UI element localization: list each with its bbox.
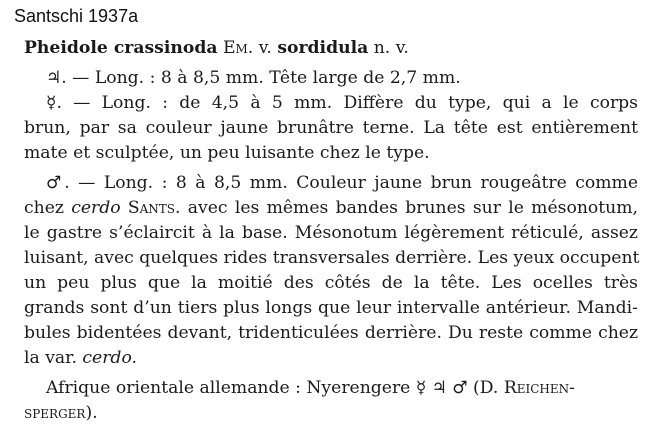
jupiter-icon: ♃ <box>46 68 62 88</box>
text-line: luisant, avec quelques rides transversales derrière. Les yeux occupent <box>24 248 640 268</box>
source-label: Santschi 1937a <box>14 6 139 26</box>
caste-symbols-icon: ☿ ♃ ♂ <box>415 378 468 398</box>
text-line <box>24 196 638 220</box>
text-line: le gastre s’éclaircit à la base. Mésonotum légèrement réticulé, assez <box>24 223 638 243</box>
text-fragment: chez <box>24 198 72 218</box>
text-line <box>24 401 654 425</box>
text-line: . — Long. : de 4,5 à 5 mm. Diffère du type, qui a le corps <box>56 93 638 113</box>
taxon-ref: cerdo <box>71 198 121 218</box>
collector-name: Reichen- <box>503 378 575 398</box>
text-fragment: avec les mêmes bandes brunes sur le mésonotum, <box>180 198 638 218</box>
variety-status: n. v. <box>373 38 409 58</box>
text-line <box>24 346 654 370</box>
taxon-heading <box>24 36 654 60</box>
text-line: bules bidentées devant, tridenticulées derrière. Du reste comme chez <box>24 323 638 343</box>
author-ref: Sants. <box>127 198 181 218</box>
text-fragment: la var. <box>24 348 83 368</box>
taxon-author: Em. <box>222 38 254 58</box>
text-line: brun, par sa couleur jaune brunâtre terne. La tête est entièrement <box>24 118 638 138</box>
text-fragment: Afrique orientale allemande : Nyerengere <box>46 378 416 398</box>
text-line: grands sont d’un tiers plus longs que leur intervalle antérieur. Mandi- <box>24 298 638 318</box>
text-line: un peu plus que la moitié des côtés de la tête. Les ocelles très <box>24 273 638 293</box>
mercury-icon: ☿ <box>46 93 57 113</box>
text-fragment: (D. <box>467 378 504 398</box>
collector-name: sperger <box>24 403 86 423</box>
distribution-line <box>46 376 654 400</box>
variety-prefix: v. <box>258 38 272 58</box>
variety-name: sordidula <box>277 38 369 58</box>
taxon-ref: cerdo. <box>82 348 137 368</box>
worker-description <box>46 91 638 115</box>
text-line: . — Long. : 8 à 8,5 mm. Tête large de 2,7 mm. <box>61 68 461 88</box>
text-fragment: ). <box>85 403 98 423</box>
soldier-description <box>46 66 654 90</box>
text-line: mate et sculptée, un peu luisante chez le type. <box>24 143 430 163</box>
mars-icon: ♂ <box>46 173 65 193</box>
male-description <box>46 171 638 195</box>
taxon-name: Pheidole crassinoda <box>24 38 218 58</box>
text-line: . — Long. : 8 à 8,5 mm. Couleur jaune brun rougeâtre comme <box>64 173 638 193</box>
